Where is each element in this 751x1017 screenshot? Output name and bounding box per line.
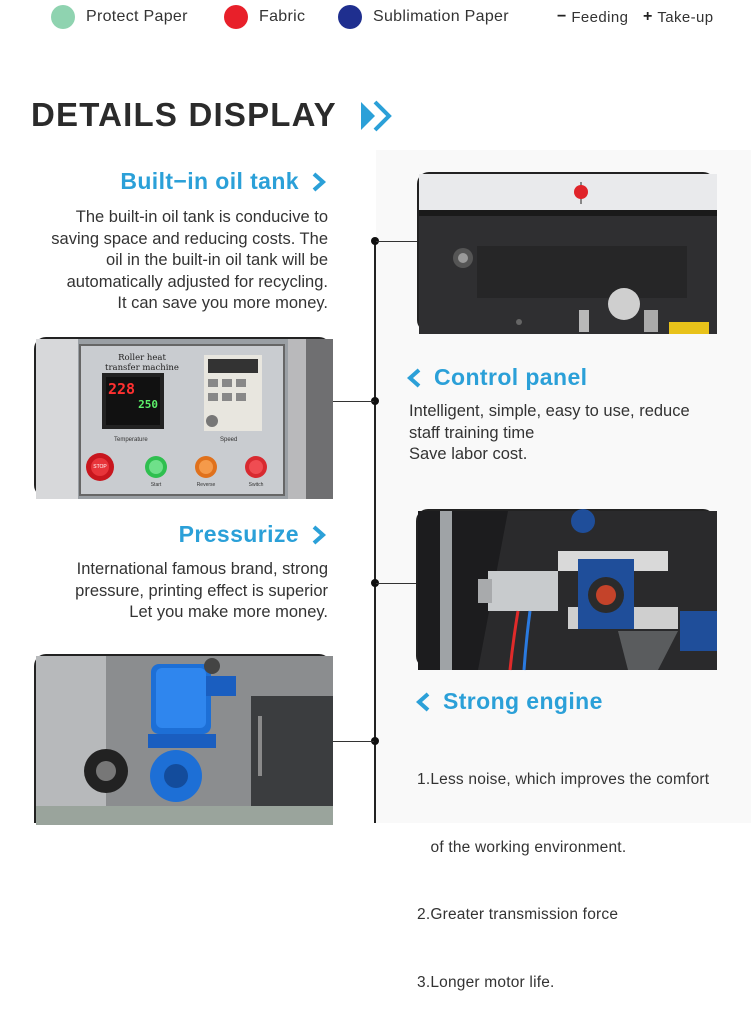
panel-header	[80, 353, 204, 373]
legend-label: Sublimation Paper	[373, 8, 509, 25]
temperature-label: Temperature	[114, 437, 148, 443]
section-title-text: Strong engine	[443, 688, 603, 714]
description-line: saving space and reducing costs. The	[51, 229, 328, 248]
description-line: staff training time	[409, 423, 535, 442]
list-item: 1.Less noise, which improves the comfort	[417, 771, 710, 788]
oil-tank-title	[120, 168, 329, 195]
legend-takeup	[643, 4, 714, 30]
stop-button-label: STOP	[93, 464, 107, 470]
control-panel-title	[404, 364, 587, 391]
takeup-label: Take-up	[657, 8, 714, 26]
plus-icon: +	[643, 8, 653, 25]
section-title-text: Built−in oil tank	[120, 168, 299, 194]
temperature-reading: 228	[108, 380, 136, 398]
pressurize-title	[179, 521, 329, 548]
start-button-label: Start	[150, 482, 162, 488]
connector-line	[376, 583, 418, 584]
speed-label: Speed	[220, 437, 238, 443]
strong-engine-list	[417, 724, 709, 1017]
reverse-button-label: Reverse	[196, 482, 216, 488]
pressurize-photo	[416, 509, 715, 668]
pressurize-illustration	[418, 511, 717, 670]
engine-illustration	[36, 656, 333, 825]
legend-feeding	[557, 4, 628, 30]
control-panel-description	[409, 401, 690, 466]
legend-dot-fabric	[224, 5, 248, 29]
description-line: Intelligent, simple, easy to use, reduce	[409, 402, 690, 420]
legend-item-sublimation-paper	[338, 4, 509, 30]
description-line: automatically adjusted for recycling.	[66, 272, 328, 291]
section-title-text: Pressurize	[178, 521, 299, 547]
panel-header-line: Roller heat	[118, 353, 166, 363]
oil-tank-illustration	[419, 174, 717, 334]
pressurize-description	[75, 559, 328, 624]
color-legend	[0, 0, 751, 34]
list-item: 2.Greater transmission force	[417, 906, 619, 923]
switch-button-label: Switch	[248, 482, 264, 488]
strong-engine-title	[413, 688, 603, 715]
connector-line	[376, 241, 418, 242]
description-line: pressure, printing effect is superior	[75, 581, 328, 600]
oil-tank-description	[51, 207, 328, 315]
engine-photo	[34, 654, 331, 823]
double-chevron-right-icon	[358, 98, 398, 134]
minus-icon: −	[557, 8, 567, 25]
temperature-display	[108, 381, 158, 413]
list-item: 3.Longer motor life.	[417, 973, 555, 991]
temperature-setpoint: 250	[138, 398, 158, 411]
legend-item-fabric	[224, 4, 305, 30]
description-line: oil in the built-in oil tank will be	[106, 251, 328, 269]
description-line: International famous brand, strong	[76, 560, 328, 578]
connector-line	[330, 741, 374, 742]
list-item: of the working environment.	[417, 838, 627, 856]
legend-label: Protect Paper	[86, 8, 188, 25]
page-heading: DETAILS DISPLAY	[31, 96, 337, 133]
description-line: Let you make more money.	[129, 603, 328, 621]
feeding-label: Feeding	[571, 8, 629, 26]
chevron-right-icon	[309, 524, 329, 546]
legend-label: Fabric	[259, 8, 306, 25]
chevron-right-icon	[309, 171, 329, 193]
timeline-line	[374, 240, 376, 823]
panel-header-line: transfer machine	[105, 363, 179, 373]
control-panel-photo	[34, 337, 331, 497]
legend-dot-sublimation-paper	[338, 5, 362, 29]
legend-dot-protect-paper	[51, 5, 75, 29]
connector-line	[330, 401, 374, 402]
chevron-left-icon	[404, 367, 424, 389]
legend-item-protect-paper	[51, 4, 188, 30]
description-line: The built-in oil tank is conducive to	[75, 208, 328, 226]
oil-tank-photo	[417, 172, 715, 332]
description-line: It can save you more money.	[117, 294, 328, 312]
description-line: Save labor cost.	[409, 445, 528, 463]
section-title-text: Control panel	[434, 364, 588, 390]
chevron-left-icon	[413, 691, 433, 713]
